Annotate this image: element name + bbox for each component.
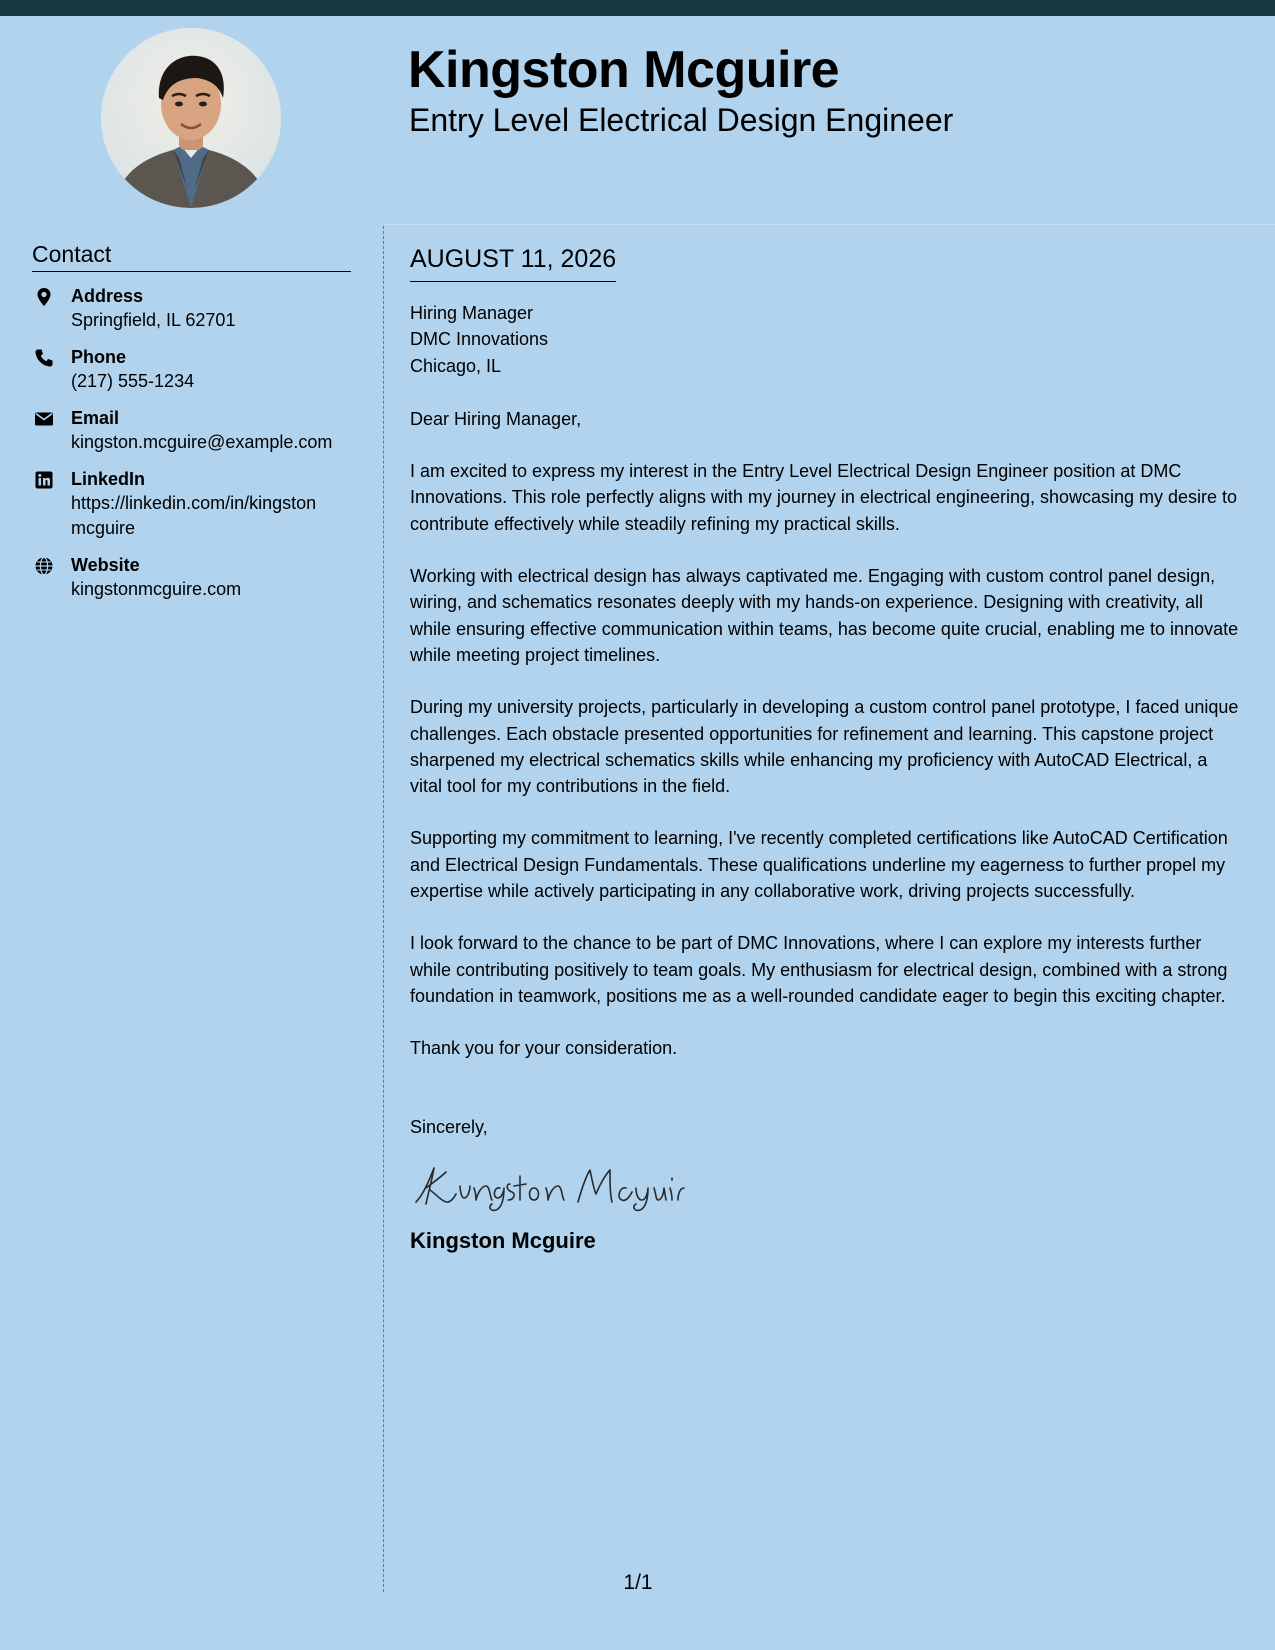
- paragraph: Supporting my commitment to learning, I've recently completed certifications like AutoCAD Certification and Electrical Design Fundamentals. These qualifications underline my eagerness to further propel my expertise while actively participating in any collaborative work, driving projects successfully.: [410, 828, 1228, 902]
- recipient-title: Hiring Manager: [410, 303, 534, 323]
- recipient-company: DMC Innovations: [410, 329, 549, 350]
- contact-label: Address: [71, 286, 144, 306]
- contact-label: LinkedIn: [71, 469, 146, 489]
- signature-image: [410, 1158, 690, 1214]
- letter-body: [410, 243, 1240, 1254]
- recipient-block: [410, 300, 1240, 379]
- contact-list: [32, 284, 351, 602]
- contact-item-email: [32, 406, 351, 455]
- phone-value: (217) 555-1234: [71, 371, 195, 391]
- profile-photo: [101, 28, 281, 208]
- contact-item-phone: [32, 345, 351, 394]
- closing-line: Thank you for your consideration.: [410, 1038, 678, 1059]
- linkedin-value[interactable]: https://linkedin.com/in/kingston mcguire: [71, 493, 317, 538]
- website-value[interactable]: kingstonmcguire.com: [71, 579, 242, 599]
- paragraph: Working with electrical design has always captivated me. Engaging with custom control panel design, wiring, and schematics resonates deeply with my hands-on experience. Designing with creativity, all while ensuring effective communication within teams, has become quite crucial, enabling me to innovate while meeting project timelines.: [410, 566, 1239, 665]
- linkedin-icon: [34, 470, 54, 490]
- contact-sidebar: [32, 240, 351, 614]
- contact-item-website: [32, 553, 351, 602]
- map-pin-icon: [34, 287, 54, 307]
- contact-heading: Contact: [32, 240, 351, 272]
- header-divider: [384, 224, 1275, 225]
- paragraph: I look forward to the chance to be part of DMC Innovations, where I can explore my interests further while contributing positively to team goals. My enthusiasm for electrical design, combined with a strong foundation in teamwork, positions me as a well-rounded candidate eager to begin this exciting chapter.: [410, 933, 1228, 1006]
- greeting: Dear Hiring Manager,: [410, 408, 582, 429]
- contact-label: Website: [71, 555, 140, 575]
- address-value: Springfield, IL 62701: [71, 310, 236, 330]
- paragraph: I am excited to express my interest in the Entry Level Electrical Design Engineer position at DMC Innovations. This role perfectly aligns with my journey in electrical engineering, showcasing my desire to contribute effectively while steadily refining my practical skills.: [410, 461, 1238, 534]
- contact-item-linkedin: [32, 467, 351, 541]
- sign-off: Sincerely,: [410, 1116, 488, 1137]
- column-divider: [383, 226, 384, 1592]
- person-portrait-icon: [101, 28, 281, 208]
- page-number: 1/1: [623, 1571, 653, 1594]
- letter-date: AUGUST 11, 2026: [410, 243, 616, 282]
- phone-icon: [34, 348, 54, 368]
- envelope-icon: [34, 409, 54, 429]
- contact-item-address: [32, 284, 351, 333]
- job-title: Entry Level Electrical Design Engineer: [409, 102, 954, 138]
- signer-name: Kingston Mcguire: [410, 1227, 596, 1253]
- candidate-name: Kingston Mcguire: [408, 41, 840, 99]
- recipient-location: Chicago, IL: [410, 355, 502, 376]
- paragraph: During my university projects, particularly in developing a custom control panel prototype, I faced unique challenges. Each obstacle presented opportunities for refinement and learning. This capstone project sharpened my electrical schematics skills while enhancing my proficiency with AutoCAD Electrical, a vital tool for my contributions in the field.: [410, 697, 1239, 797]
- top-accent-bar: [0, 0, 1275, 16]
- contact-label: Phone: [71, 347, 127, 367]
- contact-label: Email: [71, 408, 120, 428]
- email-value[interactable]: kingston.mcguire@example.com: [71, 432, 333, 452]
- globe-icon: [34, 556, 54, 576]
- handwritten-signature: [410, 1158, 1240, 1214]
